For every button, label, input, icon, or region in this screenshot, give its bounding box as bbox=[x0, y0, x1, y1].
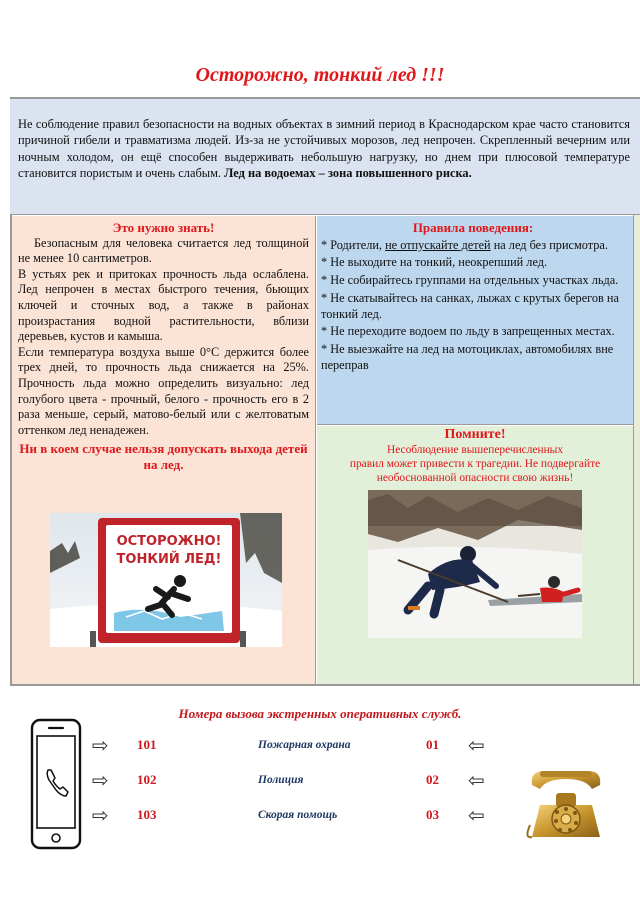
rule-item: * Родители, не отпускайте детей на лед без присмотра. bbox=[321, 237, 608, 252]
arrow-right-icon: ⇨ bbox=[92, 733, 109, 757]
rule-item: * Не переходите водоем по льду в запрещенных местах. bbox=[321, 324, 615, 339]
remember-text-line-3: необоснованной опасности свою жизнь! bbox=[376, 472, 574, 484]
landline-number: 01 bbox=[426, 737, 439, 752]
need-to-know-heading: Это нужно знать! bbox=[112, 220, 215, 235]
ice-rescue-photo bbox=[368, 490, 582, 638]
mobile-number: 101 bbox=[137, 737, 157, 752]
page-title: Осторожно, тонкий лед !!! bbox=[195, 64, 445, 86]
remember-heading: Помните! bbox=[444, 427, 506, 442]
arrow-left-icon: ⇦ bbox=[468, 768, 485, 792]
thin-ice-sign-photo bbox=[50, 513, 282, 647]
rule-item: * Не скатывайтесь на санках, лыжах с крутых берегов на тонкий лед. bbox=[321, 290, 619, 321]
sign-text-line-2: ТОНКИЙ ЛЕД! bbox=[116, 552, 222, 567]
need-to-know-paragraph-1: Безопасным для человека считается лед толщиной не менее 10 сантиметров. bbox=[18, 235, 309, 266]
need-to-know-paragraph-3: Если температура воздуха выше 0°С держится более трех дней, то прочность льда снижается на 25%. Прочность льда можно определить визуально: лед голубого цвета - прочный, белого - прочность его в 2 раза меньше, серый, матово-белый или с желтоватым оттенком лед ненадежен. bbox=[18, 344, 309, 437]
mobile-number: 102 bbox=[137, 772, 157, 787]
landline-number: 03 bbox=[426, 807, 439, 822]
intro-panel bbox=[10, 99, 640, 215]
rule-item: * Не выходите на тонкий, неокрепший лед. bbox=[321, 255, 548, 270]
rotary-telephone-icon bbox=[526, 765, 606, 843]
behavior-rules-heading: Правила поведения: bbox=[412, 220, 534, 235]
rule-item: * Не собирайтесь группами на отдельных участках льда. bbox=[321, 273, 619, 288]
behavior-rules-panel bbox=[317, 216, 633, 425]
remember-text-line-1: Несоблюдение вышеперечисленных bbox=[386, 444, 564, 456]
arrow-left-icon: ⇦ bbox=[468, 803, 485, 827]
sign-text-line-1: ОСТОРОЖНО! bbox=[116, 534, 222, 549]
service-name: Скорая помощь bbox=[258, 809, 338, 821]
remember-text-line-2: правил может привести к трагедии. Не подвергайте bbox=[349, 458, 601, 470]
service-name: Полиция bbox=[258, 774, 304, 786]
arrow-right-icon: ⇨ bbox=[92, 803, 109, 827]
intro-text: Не соблюдение правил безопасности на водных объектах в зимний период в Краснодарском крае часто становится причиной гибели и травматизма людей. Из-за не устойчивых морозов, лед непрочен. Скрепленный вечерним или ночным холодом, он ещё способен выдерживать небольшую нагрузку, но днем при плюсовой температуре становится пористым и очень слабым. bbox=[18, 117, 630, 180]
arrow-right-icon: ⇨ bbox=[92, 768, 109, 792]
arrow-left-icon: ⇦ bbox=[468, 733, 485, 757]
emergency-numbers-title: Номера вызова экстренных оперативных служб. bbox=[178, 706, 462, 721]
rule-underlined-text: не отпускайте детей bbox=[385, 237, 491, 252]
landline-number: 02 bbox=[426, 772, 439, 787]
children-warning: Ни в коем случае нельзя допускать выхода детей на лед. bbox=[19, 441, 308, 473]
rule-item: * Не выезжайте на лед на мотоциклах, автомобилях вне переправ bbox=[321, 341, 614, 372]
need-to-know-paragraph-2: В устьях рек и притоках прочность льда ослаблена. Лед непрочен в местах быстрого течения, бьющих ключей и сточных вод, а также в районах произрастания водной растительности, вблизи деревьев, кустов и камыша. bbox=[18, 266, 309, 344]
service-name: Пожарная охрана bbox=[258, 739, 351, 751]
intro-bold-text: Лед на водоемах – зона повышенного риска. bbox=[224, 165, 472, 180]
mobile-phone-icon bbox=[30, 718, 82, 850]
mobile-number: 103 bbox=[137, 807, 157, 822]
